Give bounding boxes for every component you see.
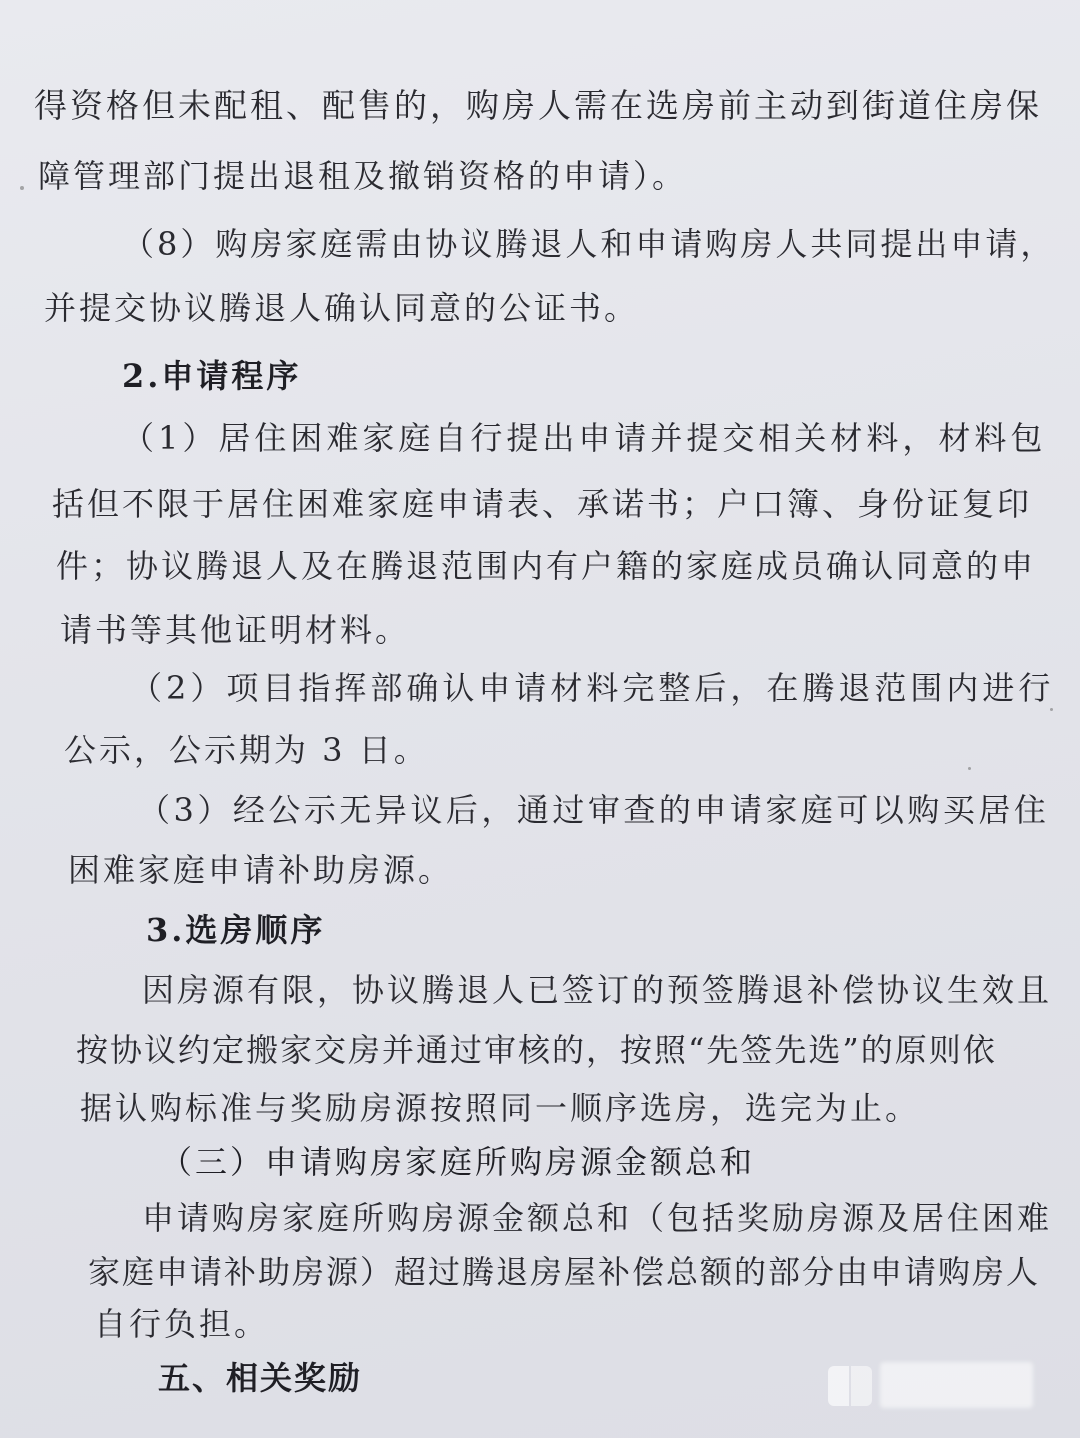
text-line: 据认购标准与奖励房源按照同一顺序选房，选完为止。 [80,1089,921,1127]
blurred-watermark [828,1358,1033,1410]
text-line: （1）居住困难家庭自行提出申请并提交相关材料，材料包 [122,419,1047,457]
text-line: 括但不限于居住困难家庭申请表、承诺书；户口簿、身份证复印 [52,485,1033,523]
text-line: 申请购房家庭所购房源金额总和（包括奖励房源及居住困难 [142,1199,1053,1237]
watermark-text-blur [880,1362,1033,1408]
text-line: 家庭申请补助房源）超过腾退房屋补偿总额的部分由申请购房人 [88,1253,1041,1291]
text-line: 因房源有限，协议腾退人已签订的预签腾退补偿协议生效且 [142,971,1053,1009]
section-heading: 2.申请程序 [122,357,302,395]
text-line: 自行负担。 [94,1305,270,1343]
paper-speck [968,767,971,770]
text-line: （2）项目指挥部确认申请材料完整后，在腾退范围内进行 [130,669,1055,707]
text-line: （8）购房家庭需由协议腾退人和申请购房人共同提出申请， [122,225,1056,263]
section-heading: 五、相关奖励 [158,1359,363,1397]
text-line: 障管理部门提出退租及撤销资格的申请）。 [38,157,688,195]
text-line: 并提交协议腾退人确认同意的公证书。 [44,289,640,327]
text-line: 按协议约定搬家交房并通过审核的，按照“先签先选”的原则依 [76,1031,997,1069]
watermark-logo-icon [828,1366,872,1406]
section-heading: 3.选房顺序 [146,911,326,949]
paper-speck [20,186,24,190]
paper-speck [1050,708,1053,711]
text-line: 得资格但未配租、配售的，购房人需在选房前主动到街道住房保 [34,86,1042,125]
section-heading: （三）申请购房家庭所购房源金额总和 [160,1143,756,1181]
text-line: 困难家庭申请补助房源。 [68,851,454,889]
text-line: 公示，公示期为 3 日。 [64,731,429,769]
text-line: （3）经公示无异议后，通过审查的申请家庭可以购买居住 [138,791,1050,829]
text-line: 件；协议腾退人及在腾退范围内有户籍的家庭成员确认同意的申 [56,547,1037,585]
text-line: 请书等其他证明材料。 [60,611,411,649]
